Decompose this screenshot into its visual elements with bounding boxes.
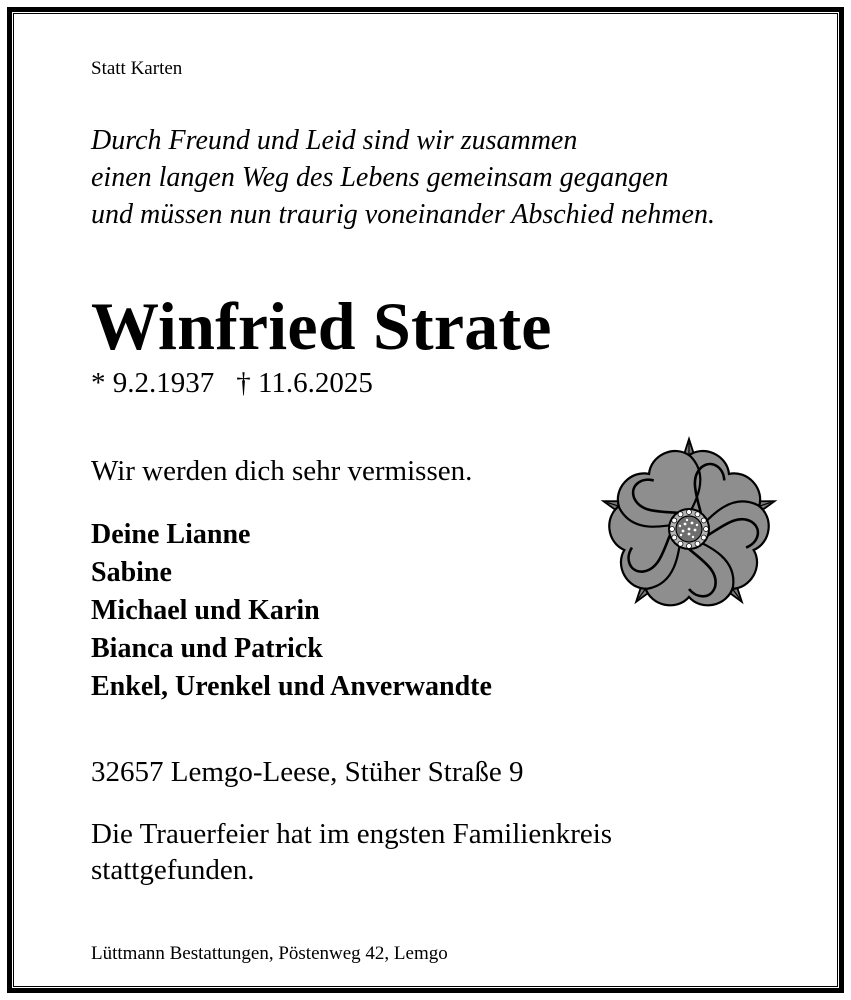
family-member: Michael und Karin bbox=[91, 595, 320, 626]
birth-date: * 9.2.1937 bbox=[91, 367, 215, 399]
undertaker-footer: Lüttmann Bestattungen, Pöstenweg 42, Lemgo bbox=[91, 943, 448, 964]
quote-block bbox=[91, 122, 715, 233]
family-list bbox=[91, 516, 492, 706]
family-member: Enkel, Urenkel und Anverwandte bbox=[91, 671, 492, 702]
family-member: Bianca und Patrick bbox=[91, 633, 323, 664]
address: 32657 Lemgo-Leese, Stüher Straße 9 bbox=[91, 756, 524, 788]
funeral-note-line-2: stattgefunden. bbox=[91, 854, 255, 886]
rose-center bbox=[669, 509, 709, 549]
quote-line-1: Durch Freund und Leid sind wir zusammen bbox=[91, 125, 578, 156]
family-member: Deine Lianne bbox=[91, 519, 251, 550]
lippe-rose-icon bbox=[594, 436, 784, 614]
statt-karten: Statt Karten bbox=[91, 58, 183, 79]
quote-line-3: und müssen nun traurig voneinander Abschied nehmen. bbox=[91, 199, 715, 230]
family-member: Sabine bbox=[91, 557, 172, 588]
deceased-name: Winfried Strate bbox=[91, 288, 552, 364]
life-dates bbox=[91, 367, 373, 400]
farewell-message: Wir werden dich sehr vermissen. bbox=[91, 455, 473, 487]
quote-line-2: einen langen Weg des Lebens gemeinsam gegangen bbox=[91, 162, 669, 193]
funeral-note-line-1: Die Trauerfeier hat im engsten Familienkreis bbox=[91, 818, 613, 850]
death-date: † 11.6.2025 bbox=[236, 367, 373, 399]
funeral-note bbox=[91, 816, 612, 888]
